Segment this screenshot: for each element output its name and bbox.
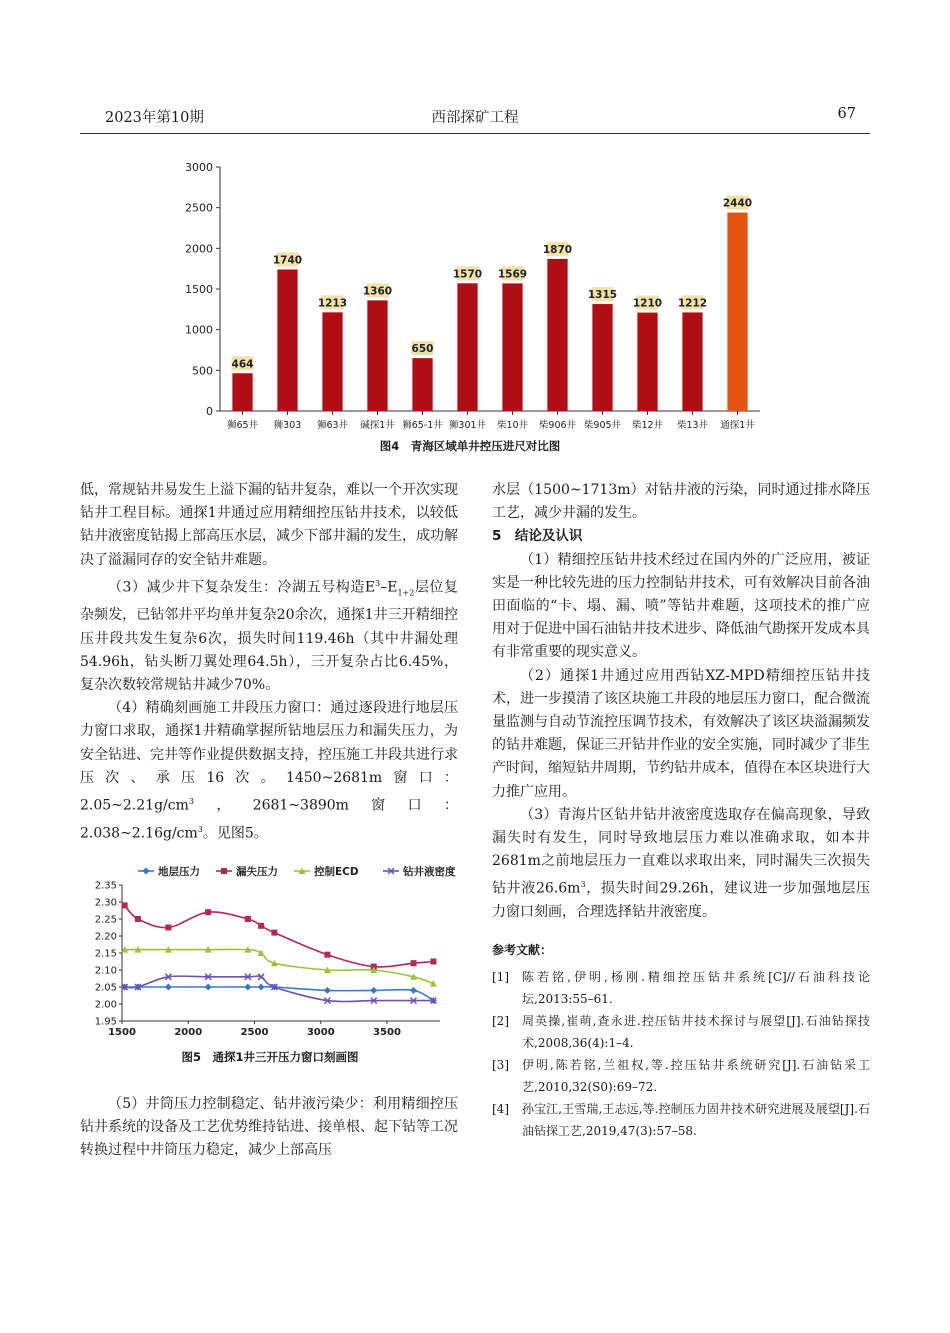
page-number: 67 <box>837 106 856 122</box>
figure4-x-tick-label: 柴12井 <box>631 420 664 431</box>
figure4-data-labels <box>232 196 753 371</box>
figure5-marker-square <box>221 868 227 874</box>
paragraph: 水层（1500~1713m）对钻井液的污染，同时通过排水降压工艺，减少井漏的发生。 <box>492 482 870 522</box>
figure5-y-tick-labels <box>95 881 117 1028</box>
left-column-bottom <box>80 1093 458 1163</box>
figure5-caption: 图5 通探1井三开压力窗口刻画图 <box>181 1050 359 1064</box>
paragraph-pressure-window: （4）精确刻画施工井段压力窗口：通过逐段进行地层压力窗口求取，通探1井精确掌握所钻地层压力和漏失压力，为安全钻进、完井等作业提供数据支持，控压施工井段共进行求压次、承压16次。1450~2681m窗口：$2.05\sim 2.21g/cm^3$，2681~3890m窗口：$2.038\sim 2.16g/cm^3$。见图5。 <box>80 700 458 842</box>
conclusion-3: （3）青海片区钻井钻井液密度选取存在偏高现象，导致漏失时有发生，同时导致地层压力难以准确求取，如本井2681m之前地层压力一直难以求取出来，同时漏失三次损失钻井液$26.6m^3$，损失时间29.26h，建议进一步加强地层压力窗口刻画，合理选择钻井液密度。 <box>492 806 870 921</box>
figure4-y-tick-label: 3000 <box>185 161 213 174</box>
figure5-x-tick-label: 1500 <box>108 1027 136 1038</box>
figure5-marker-square <box>135 916 141 922</box>
figure4-data-label: 1360 <box>362 285 393 298</box>
figure5-y-tick-label: 2.05 <box>94 982 117 994</box>
figure5-y-tick-label: 2.10 <box>94 965 117 977</box>
figure5-legend <box>138 865 456 878</box>
reference-list <box>492 966 870 1142</box>
figure4-data-label: 1569 <box>497 268 528 281</box>
reference-item: [4] 孙宝江,王雪瑞,王志远,等.控制压力固井技术研究进展及展望[J].石油钻探工艺,2019,47(3):57–58. <box>492 1101 870 1138</box>
figure5-marker-square <box>245 916 251 922</box>
figure5-y-tick-label: 2.00 <box>94 999 117 1011</box>
figure4-x-tick-label: 柴10井 <box>496 420 529 431</box>
figure4-bar <box>232 373 252 411</box>
figure5-legend-label: 地层压力 <box>158 866 200 878</box>
figure5-marker-diamond <box>205 984 212 991</box>
figure5-marker-diamond <box>324 987 331 994</box>
figure4-x-tick-label: 狮63井 <box>316 420 349 431</box>
figure4-data-label: 650 <box>411 343 434 356</box>
figure5-x-tick-labels <box>108 1027 401 1038</box>
journal-title: 西部探矿工程 <box>431 110 519 126</box>
figure4-data-label: 1210 <box>632 297 663 310</box>
reference-item: [2] 周英操,崔萌,查永进.控压钻井技术探讨与展望[J].石油钻探技术,2008,36(4):1–4. <box>492 1013 870 1050</box>
header-rule <box>80 133 870 134</box>
figure4-data-label: 1740 <box>272 254 303 267</box>
paragraph-wellbore-pressure: （5）井筒压力控制稳定、钻井液污染少：利用精细控压钻井系统的设备及工艺优势维持钻进、接单根、起下钻等工况转换过程中井筒压力稳定，减少上部高压 <box>80 1096 458 1159</box>
figure5-marker-diamond <box>244 984 251 991</box>
figure4-bar <box>457 283 477 411</box>
figure4-data-label: 2440 <box>722 197 753 210</box>
journal-issue: 2023年第10期 <box>105 110 204 126</box>
figure4-x-tick-label: 狮65-1井 <box>402 420 443 431</box>
figure4-x-tick-label: 碱探1井 <box>360 420 395 431</box>
figure5-x-tick-label: 3500 <box>373 1027 401 1038</box>
reference-item: [3] 伊明,陈若铭,兰祖权,等.控压钻井系统研究[J].石油钻采工艺,2010,32(S0):69–72. <box>492 1057 870 1094</box>
figure4-bar <box>412 358 432 411</box>
reference-item: [1] 陈若铭,伊明,杨刚.精细控压钻井系统[C]//石油科技论坛,2013:55–61. <box>492 969 870 1006</box>
references-title: 参考文献： <box>492 942 553 957</box>
figure5-y-tick-label: 2.20 <box>94 931 117 943</box>
section-title-conclusions: 5 结论及认识 <box>492 528 583 545</box>
figure5-y-tick-label: 2.35 <box>94 880 117 892</box>
figure4-bar <box>637 313 657 411</box>
left-column-top <box>80 479 458 846</box>
figure4-bar <box>322 312 342 411</box>
figure4-data-label: 1870 <box>542 243 573 256</box>
figure5-y-tick-label: 1.95 <box>94 1016 117 1028</box>
figure5-marker-square <box>165 925 171 931</box>
figure5-marker-square <box>271 930 277 936</box>
figure5-marker-diamond <box>143 868 150 875</box>
figure5-legend-label: 控制ECD <box>314 866 359 878</box>
figure5-y-tick-label: 2.30 <box>94 897 117 909</box>
figure4-data-label: 464 <box>231 358 254 371</box>
figure5-line-chart <box>80 858 460 1043</box>
figure5-marker-square <box>258 923 264 929</box>
figure4-data-label: 1570 <box>452 268 483 281</box>
figure5-y-tick-label: 2.15 <box>94 948 117 960</box>
figure5-marker-diamond <box>410 987 417 994</box>
figure5-x-tick-label: 2000 <box>174 1027 203 1038</box>
conclusion-2: （2）通探1井通过应用西钻XZ-MPD精细控压钻井技术，进一步摸清了该区块施工井段的地层压力窗口，配合微流量监测与自动节流控压调节技术，有效解决了该区块溢漏频发的钻井难题，保证三开钻井作业的安全实施，同时减少了非生产时间，缩短钻井周期，节约钻井成本，值得在本区块进行大力推广应用。 <box>492 667 870 800</box>
figure4-bars <box>232 213 747 411</box>
figure4-x-tick-label: 通探1井 <box>720 420 755 431</box>
figure4-y-tick-label: 500 <box>192 364 213 378</box>
figure5-y-tick-label: 2.25 <box>94 914 117 926</box>
figure4-data-label: 1213 <box>317 297 348 310</box>
figure4-y-tick-label: 2000 <box>185 242 213 256</box>
figure5-marker-diamond <box>165 984 172 991</box>
figure5-x-tick-label: 2500 <box>240 1027 269 1038</box>
conclusion-1: （1）精细控压钻井技术经过在国内外的广泛应用，被证实是一种比较先进的压力控制钻井技术，可有效解决目前各油田面临的“卡、塌、漏、喷”等钻井难题，这项技术的推广应用对于促进中国石油钻井技术进步、降低油气勘探开发成本具有非常重要的现实意义。 <box>492 551 870 661</box>
figure4-x-tick-label: 狮65井 <box>226 420 259 431</box>
figure5-marker-triangle <box>258 950 265 957</box>
figure4-x-tick-label: 狮301井 <box>448 420 487 431</box>
figure5-marker-square <box>324 952 330 958</box>
figure5-marker-diamond <box>258 984 265 991</box>
figure4-y-tick-label: 0 <box>206 405 213 418</box>
figure4-x-tick-labels <box>227 419 755 431</box>
figure5-legend-label: 钻井液密度 <box>403 866 456 878</box>
figure4-bar <box>592 304 612 411</box>
figure4-x-tick-label: 狮303 <box>273 420 302 431</box>
paragraph-reduce-complexity: （3）减少井下复杂发生：冷湖五号构造$E^3-E_{1+2}$层位复杂频发，已钻邻井平均单井复杂20余次，通探1井三开精细控压井段共发生复杂6次，损失时间119.46h（其中井漏处理54.96h，钻头断刀翼处理64.5h），三开复杂占比6.45%，复杂次数较常规钻井减少70%。 <box>80 578 458 694</box>
paragraph: 低，常规钻井易发生上溢下漏的钻井复杂，难以一个开次实现钻井工程目标。通探1井通过应用精细控压钻井技术，以较低钻井液密度钻揭上部高压水层，减少下部井漏的发生，成功解决了溢漏同存的安全钻井难题。 <box>80 482 458 568</box>
page-header <box>80 102 870 132</box>
figure5-marker-square <box>122 902 128 908</box>
figure4-x-tick-label: 柴905井 <box>583 420 622 431</box>
figure4-y-tick-label: 1500 <box>185 283 213 296</box>
figure4-y-tick-label: 2500 <box>185 201 213 215</box>
figure5-marker-square <box>430 959 436 965</box>
figure4-data-label: 1212 <box>677 297 708 310</box>
figure4-caption: 图4 青海区域单井控压进尺对比图 <box>379 439 561 453</box>
figure4-bar <box>277 269 297 411</box>
figure5-x-tick-label: 3000 <box>306 1027 335 1038</box>
figure4-data-label: 1315 <box>587 289 618 302</box>
figure4-bar <box>727 213 747 411</box>
right-column <box>492 479 870 1142</box>
figure4-bar <box>367 300 387 411</box>
figure4-bar <box>682 312 702 411</box>
figure5-series-line <box>125 905 434 967</box>
figure4-bar <box>502 283 522 411</box>
figure4-x-tick-label: 柴906井 <box>538 420 577 431</box>
figure4-bar-chart <box>170 150 770 440</box>
figure4-bar <box>547 259 567 411</box>
figure4-y-tick-labels <box>185 161 213 418</box>
figure5-axes <box>119 885 440 1024</box>
figure5-legend-label: 漏失压力 <box>236 866 278 878</box>
figure5-marker-square <box>411 960 417 966</box>
figure5-marker-diamond <box>370 987 377 994</box>
figure4-x-tick-label: 柴13井 <box>676 420 709 431</box>
figure4-y-tick-label: 1000 <box>185 323 213 337</box>
figure5-marker-square <box>205 909 211 915</box>
